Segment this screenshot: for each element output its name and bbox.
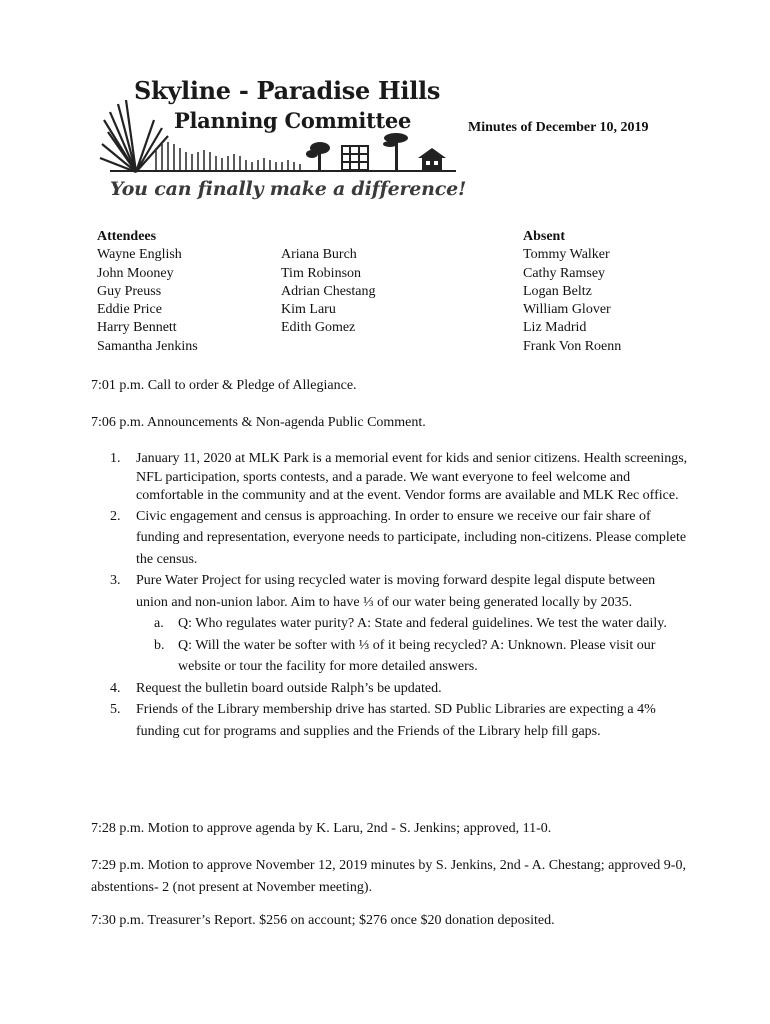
sublist-item — [154, 613, 688, 635]
attendee-name: Wayne English — [97, 247, 182, 263]
subitem-text: Q: Who regulates water purity? A: State and federal guidelines. We test the water daily. — [178, 616, 667, 631]
list-item — [110, 678, 688, 700]
call-to-order: 7:01 p.m. Call to order & Pledge of Allegiance. — [91, 378, 357, 393]
list-item — [110, 506, 688, 571]
logo-title: Skyline - Paradise Hills — [134, 76, 441, 105]
attendee-name: Kim Laru — [281, 302, 336, 318]
attendees-heading: Attendees — [97, 229, 157, 244]
attendees-column-1 — [97, 228, 198, 356]
absent-heading: Absent — [523, 229, 566, 244]
absent-name: Logan Beltz — [523, 283, 592, 299]
minutes-date-title: Minutes of December 10, 2019 — [468, 120, 649, 135]
item-number: 5. — [110, 702, 121, 717]
item-number: 3. — [110, 573, 121, 588]
item-text: Request the bulletin board outside Ralph’s be updated. — [136, 680, 442, 696]
absent-name: Liz Madrid — [523, 320, 587, 336]
absent-column — [523, 228, 621, 356]
attendee-name: Harry Bennett — [97, 320, 177, 336]
treasurer-report: 7:30 p.m. Treasurer’s Report. $256 on account; $276 once $20 donation deposited. — [91, 913, 555, 928]
item-number: 4. — [110, 680, 121, 696]
subitem-letter: b. — [154, 637, 165, 653]
subitem-text: Q: Will the water be softer with ⅓ of it being recycled? A: Unknown. Please visit our website or tour the facility for more detailed answers. — [178, 637, 656, 674]
absent-name: Tommy Walker — [523, 247, 610, 263]
absent-name: Frank Von Roenn — [523, 338, 622, 354]
attendee-name: Ariana Burch — [281, 247, 357, 263]
attendee-name: Guy Preuss — [97, 283, 162, 299]
absent-name: William Glover — [523, 302, 611, 318]
item-number: 2. — [110, 508, 121, 524]
announcements-list — [110, 450, 688, 742]
item-text: January 11, 2020 at MLK Park is a memorial event for kids and senior citizens. Health screenings, NFL participation, sports contests, and a parade. We want everyone to feel welcome and comfortable in the community and at the event. Vendor forms are available and MLK Rec office. — [136, 451, 688, 503]
attendee-name: John Mooney — [97, 265, 174, 281]
attendee-name: Adrian Chestang — [281, 283, 376, 299]
water-qa-sublist — [154, 613, 688, 678]
minutes-motion: 7:29 p.m. Motion to approve November 12, 2019 minutes by S. Jenkins, 2nd - A. Chestang; approved 9-0, abstentions- 2 (not present at November meeting). — [91, 858, 686, 895]
subitem-letter: a. — [154, 616, 164, 631]
list-item — [110, 450, 688, 506]
item-text: Friends of the Library membership drive has started. SD Public Libraries are expecting a 4% funding cut for programs and supplies and the Friends of the Library help fill gaps. — [136, 702, 656, 739]
item-number: 1. — [110, 451, 121, 466]
sublist-item — [154, 635, 688, 678]
committee-logo — [96, 74, 466, 206]
logo-subtitle: Planning Committee — [174, 108, 412, 133]
agenda-motion: 7:28 p.m. Motion to approve agenda by K. Laru, 2nd - S. Jenkins; approved, 11-0. — [91, 821, 552, 836]
attendee-name: Tim Robinson — [281, 265, 362, 281]
logo-tagline: You can finally make a difference! — [110, 178, 467, 200]
absent-name: Cathy Ramsey — [523, 265, 606, 281]
announcements-heading: 7:06 p.m. Announcements & Non-agenda Public Comment. — [91, 415, 426, 430]
attendee-name: Edith Gomez — [281, 320, 356, 336]
list-item — [110, 699, 688, 742]
attendee-name: Eddie Price — [97, 302, 162, 318]
attendees-column-2 — [281, 246, 375, 337]
list-item — [110, 570, 688, 613]
attendee-name: Samantha Jenkins — [97, 338, 198, 354]
item-text: Civic engagement and census is approaching. In order to ensure we receive our fair share of funding and representation, everyone needs to participate, including non-citizens. Please complete the census. — [136, 508, 687, 567]
item-text: Pure Water Project for using recycled water is moving forward despite legal dispute between union and non-union labor. Aim to have ⅓ of our water being generated locally by 2035. — [136, 573, 656, 610]
